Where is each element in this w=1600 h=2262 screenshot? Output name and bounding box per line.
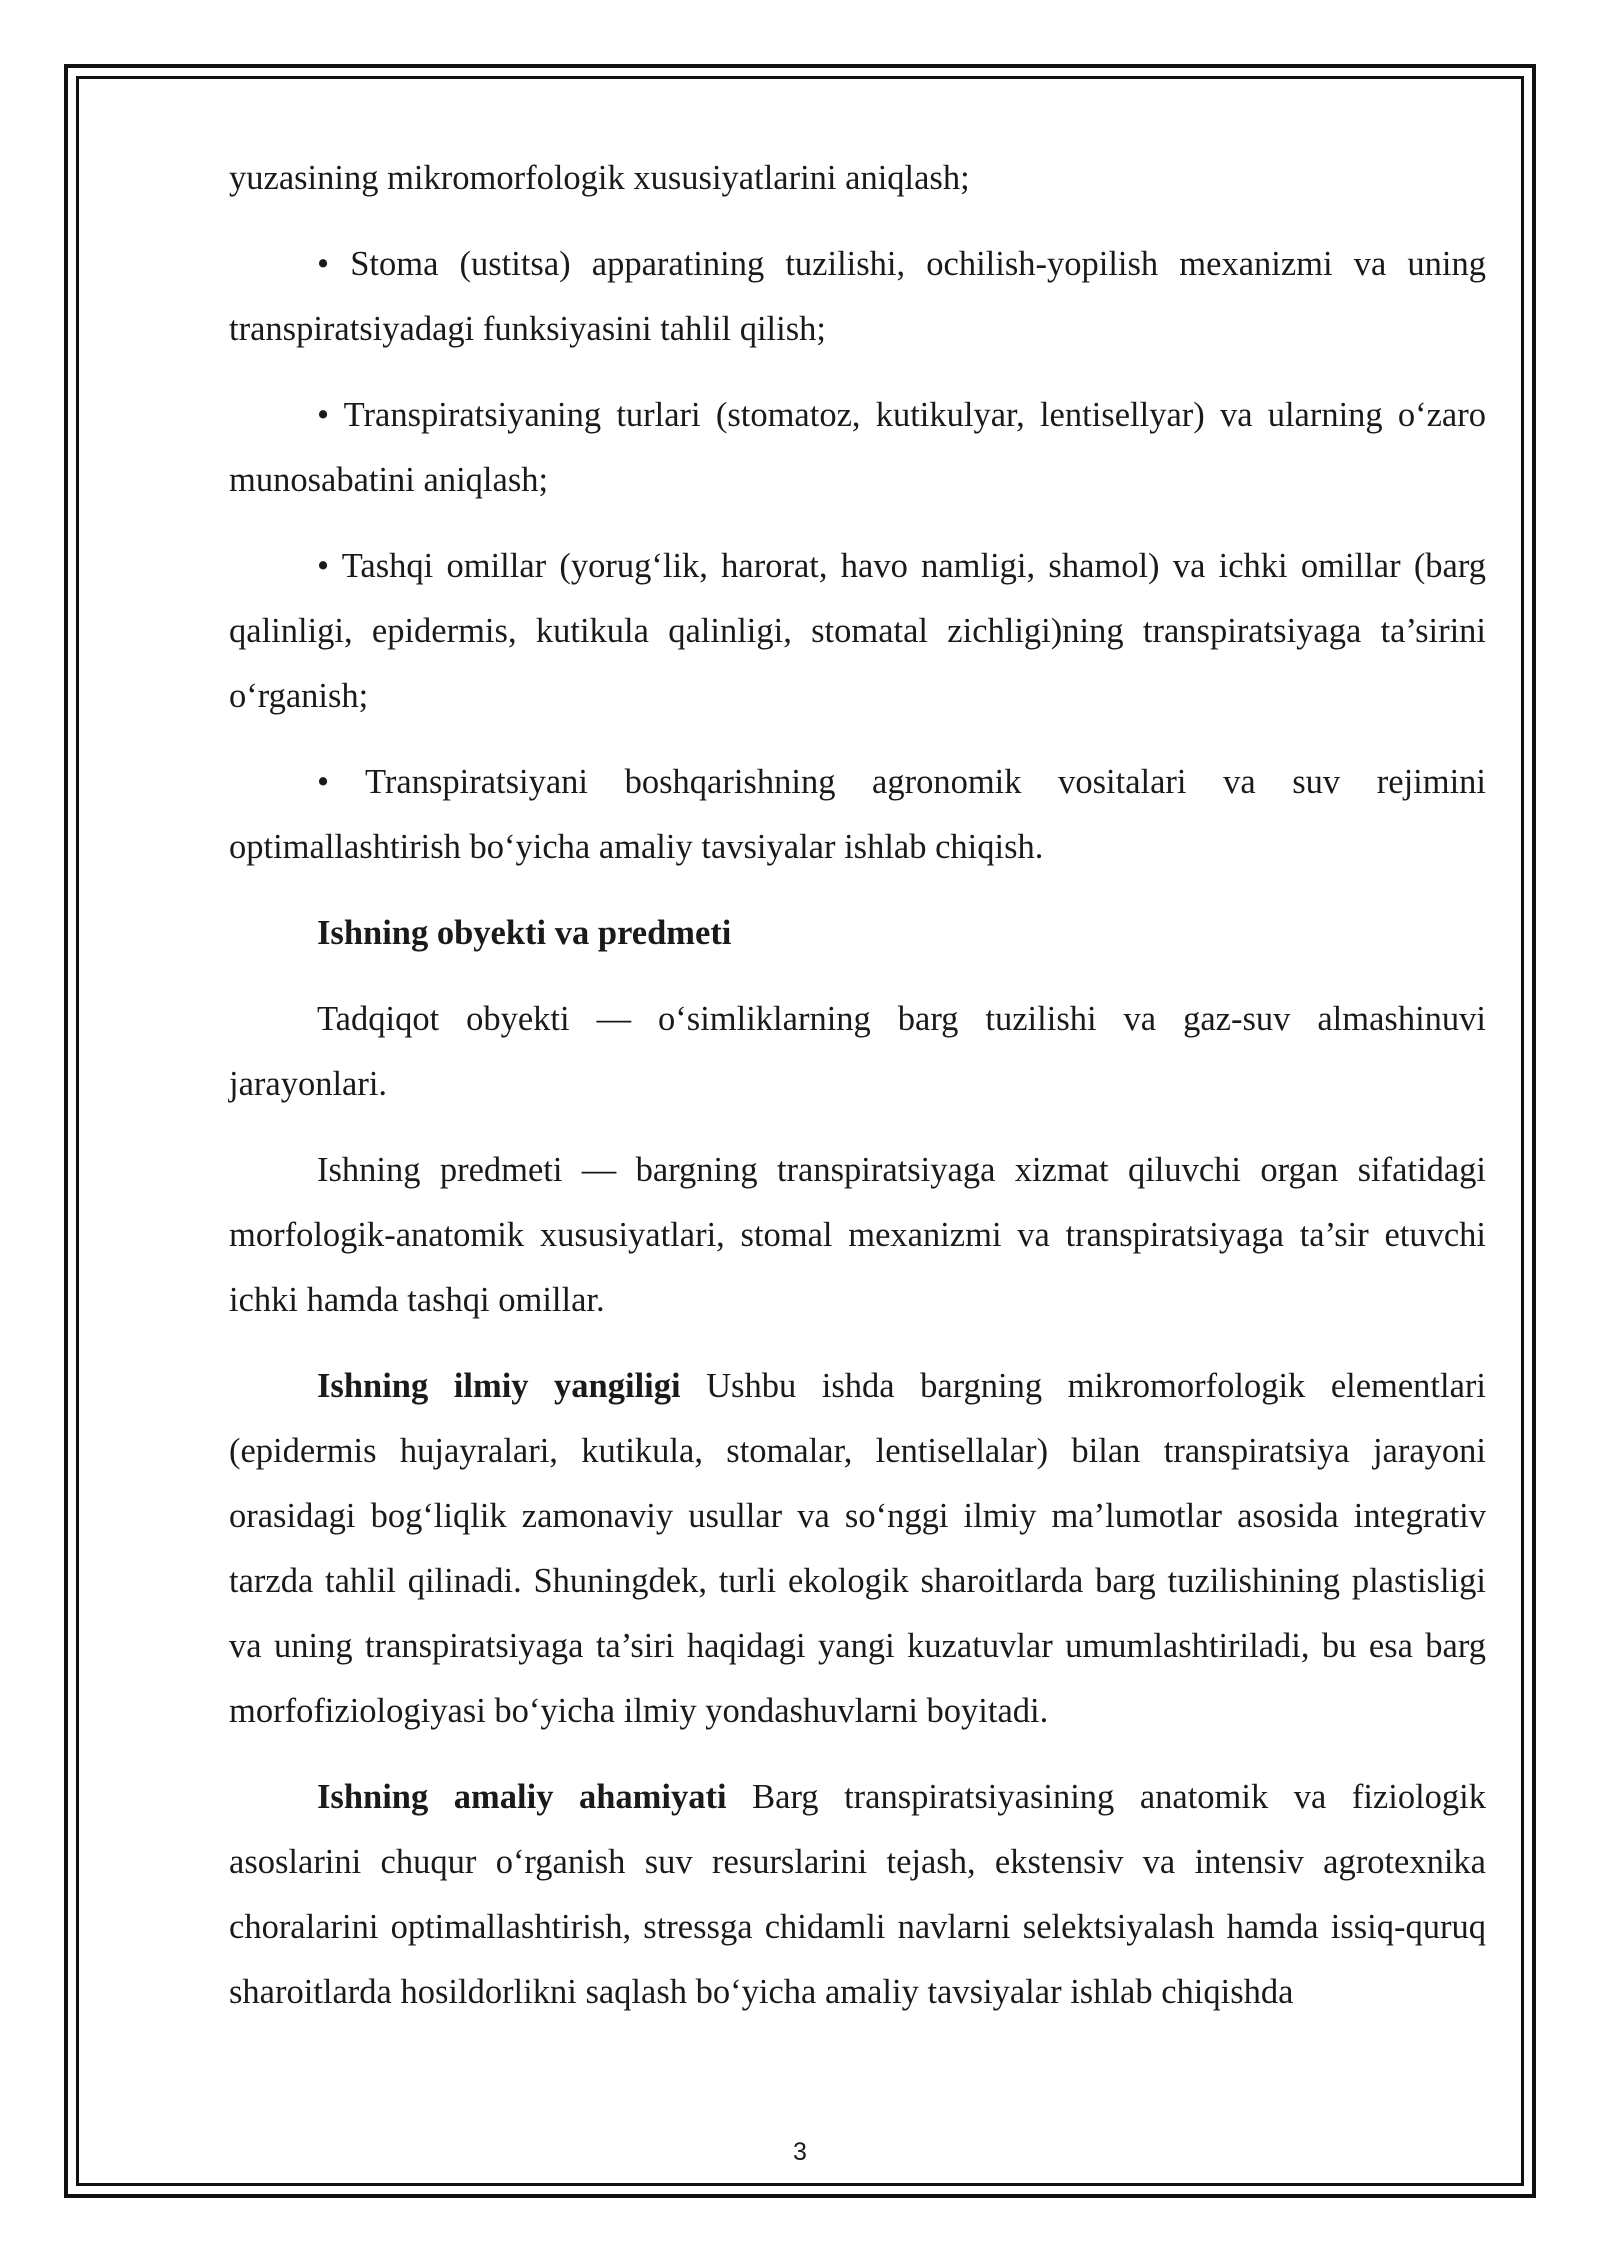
paragraph-scientific-novelty xyxy=(229,1354,1486,1744)
practical-significance-text: Barg transpiratsiyasining anatomik va fiziologik asoslarini chuqur o‘rganish suv resurslarini tejash, ekstensiv va intensiv agrotexnika choralarini optimallashtirish, stressga chidamli navlarni selektsiyalash hamda issiq-quruq sharoitlarda hosildorlikni saqlash bo‘yicha amaliy tavsiyalar ishlab chiqishda xyxy=(229,1778,1486,2011)
paragraph-research-subject: Ishning predmeti — bargning transpiratsiyaga xizmat qiluvchi organ sifatidagi morfologik-anatomik xususiyatlari, stomal mexanizmi va transpiratsiyaga ta’sir etuvchi ichki hamda tashqi omillar. xyxy=(229,1151,1486,1319)
bullet-external-internal-factors: • Tashqi omillar (yorug‘lik, harorat, havo namligi, shamol) va ichki omillar (barg qalinligi, epidermis, kutikula qalinligi, stomatal zichligi)ning transpiratsiyaga ta’sirini o‘rganish; xyxy=(229,547,1486,715)
paragraph-continuation: yuzasining mikromorfologik xususiyatlarini aniqlash; xyxy=(229,159,970,197)
scientific-novelty-text: Ushbu ishda bargning mikromorfologik elementlari (epidermis hujayralari, kutikula, stomalar, lentisellalar) bilan transpiratsiya jarayoni orasidagi bog‘liqlik zamonaviy usullar va so‘nggi ilmiy ma’lumotlar asosida integrativ tarzda tahlil qilinadi. Shuningdek, turli ekologik sharoitlarda barg tuzilishining plastisligi va uning transpiratsiyaga ta’siri haqidagi yangi kuzatuvlar umumlashtiriladi, bu esa barg morfofiziologiyasi bo‘yicha ilmiy yondashuvlarni boyitadi. xyxy=(229,1367,1486,1730)
scientific-novelty-heading: Ishning ilmiy yangiligi xyxy=(317,1367,681,1405)
bullet-stoma-apparatus: • Stoma (ustitsa) apparatining tuzilishi, ochilish-yopilish mexanizmi va uning transpiratsiyadagi funksiyasini tahlil qilish; xyxy=(229,245,1486,348)
paragraph-practical-significance xyxy=(229,1765,1486,2025)
bullet-agronomic-recommendations: • Transpiratsiyani boshqarishning agronomik vositalari va suv rejimini optimallashtirish bo‘yicha amaliy tavsiyalar ishlab chiqish. xyxy=(229,763,1486,866)
section-heading-text: Ishning obyekti va predmeti xyxy=(317,914,732,952)
page-body xyxy=(229,146,1486,2046)
paragraph-research-object: Tadqiqot obyekti — o‘simliklarning barg tuzilishi va gaz-suv almashinuvi jarayonlari. xyxy=(229,1000,1486,1103)
bullet-transpiration-types: • Transpiratsiyaning turlari (stomatoz, kutikulyar, lentisellyar) va ularning o‘zaro munosabatini aniqlash; xyxy=(229,396,1486,499)
section-heading-object-subject xyxy=(229,901,1486,966)
practical-significance-heading: Ishning amaliy ahamiyati xyxy=(317,1778,727,1816)
page-number: 3 xyxy=(793,2138,807,2166)
